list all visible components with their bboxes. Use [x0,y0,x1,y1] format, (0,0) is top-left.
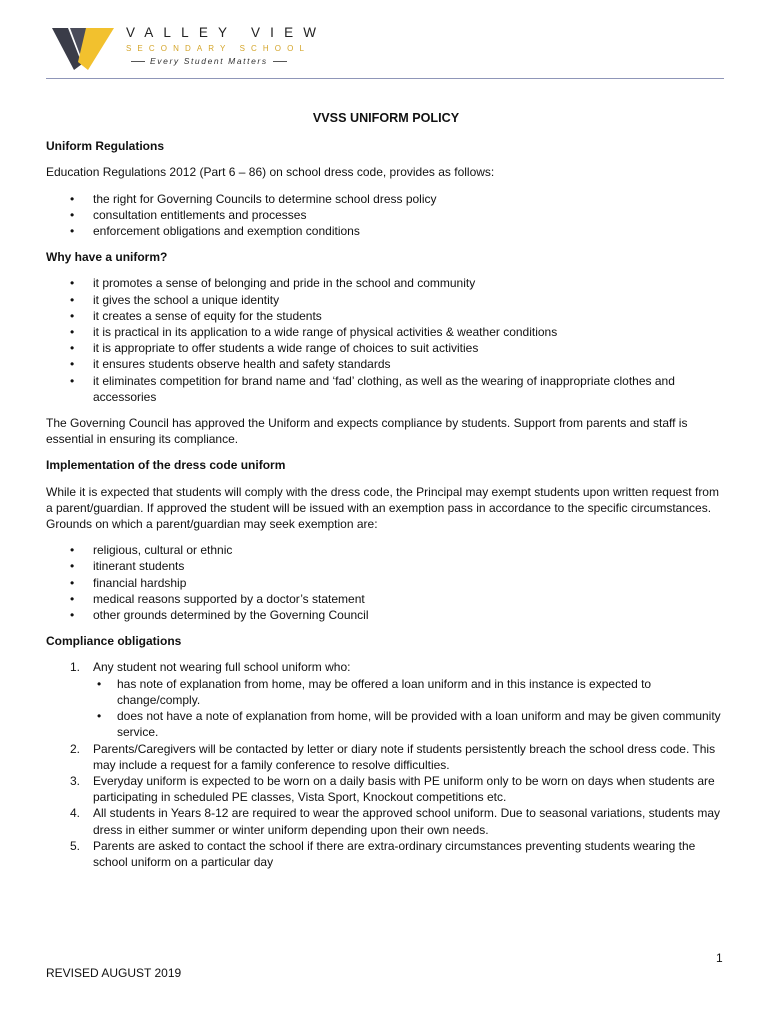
item-number: 1. [70,660,81,675]
heading-compliance: Compliance obligations [46,634,182,649]
list-item: • consultation entitlements and processes [46,207,726,223]
heading-why-uniform: Why have a uniform? [46,250,168,265]
header-divider [46,78,724,79]
numbered-item [46,805,726,837]
revision-date: REVISED AUGUST 2019 [46,966,182,980]
heading-uniform-regulations: Uniform Regulations [46,139,165,154]
list-item: • it is appropriate to offer students a wide range of choices to suit activities [46,340,726,356]
regulations-list [46,191,726,240]
list-item: • religious, cultural or ethnic [46,542,726,558]
school-logo-icon [52,22,114,70]
list-item: • it eliminates competition for brand name and ‘fad’ clothing, as well as the wearing of inappropriate clothes and accessories [46,373,726,405]
sub-list-item: • does not have a note of explanation from home, will be provided with a loan uniform and may be given community service. [93,708,726,740]
heading-implementation: Implementation of the dress code uniform [46,458,286,473]
motto-right-rule [273,61,287,62]
school-motto [126,56,292,66]
list-item: • it creates a sense of equity for the students [46,308,726,324]
item-number: 5. [70,838,81,853]
item-number: 4. [70,806,81,821]
list-item: • medical reasons supported by a doctor’s statement [46,591,726,607]
regulations-intro: Education Regulations 2012 (Part 6 – 86) on school dress code, provides as follows: [46,165,495,180]
compliance-list [46,659,726,870]
item-text: All students in Years 8-12 are required to wear the approved school uniform. Due to seasonal variations, students may dress in either summer or winter uniform depending upon their own needs. [93,806,721,837]
numbered-item [46,773,726,805]
document-body [46,110,726,870]
list-item: • other grounds determined by the Governing Council [46,607,726,623]
item-text: Any student not wearing full school uniform who: [93,660,351,675]
school-subtitle: SECONDARY SCHOOL [126,44,310,53]
numbered-item [46,659,726,740]
motto-left-rule [131,61,145,62]
list-item: • it gives the school a unique identity [46,292,726,308]
page-title: VVSS UNIFORM POLICY [312,111,460,125]
item-text: Parents are asked to contact the school if there are extra-ordinary circumstances preventing students wearing the school uniform on a particular day [93,838,696,869]
sub-list-item: • has note of explanation from home, may be offered a loan uniform and in this instance is expected to change/comply. [93,676,726,708]
item-text: Parents/Caregivers will be contacted by letter or diary note if students persistently breach the school dress code. This may include a request for a family conference to resolve difficulties. [93,741,716,772]
numbered-item [46,838,726,870]
sub-list [93,676,726,741]
item-number: 2. [70,741,81,756]
page-number: 1 [716,951,723,965]
governing-council-statement: The Governing Council has approved the Uniform and expects compliance by students. Support from parents and staff is essential in ensuring its compliance. [46,416,688,447]
list-item: • financial hardship [46,575,726,591]
list-item: • enforcement obligations and exemption conditions [46,223,726,239]
numbered-item [46,741,726,773]
item-text: Everyday uniform is expected to be worn on a daily basis with PE uniform only to be worn on days when students are participating in scheduled PE classes, Vista Sport, Knockout competitions etc. [93,773,715,805]
exemption-grounds-list [46,542,726,623]
list-item: • it is practical in its application to a wide range of physical activities & weather conditions [46,324,726,340]
item-number: 3. [70,773,81,788]
why-list [46,275,726,405]
motto-text: Every Student Matters [150,56,268,66]
school-name: VALLEY VIEW [126,25,327,40]
list-item: • the right for Governing Councils to determine school dress policy [46,191,726,207]
implementation-paragraph: While it is expected that students will comply with the dress code, the Principal may exempt students upon written request from a parent/guardian. If approved the student will be issued with an exemption pass in accordance to the specific circumstances. Grounds on which a parent/guardian may seek exemption are: [46,484,719,532]
list-item: • it promotes a sense of belonging and pride in the school and community [46,275,726,291]
list-item: • it ensures students observe health and safety standards [46,356,726,372]
list-item: • itinerant students [46,558,726,574]
